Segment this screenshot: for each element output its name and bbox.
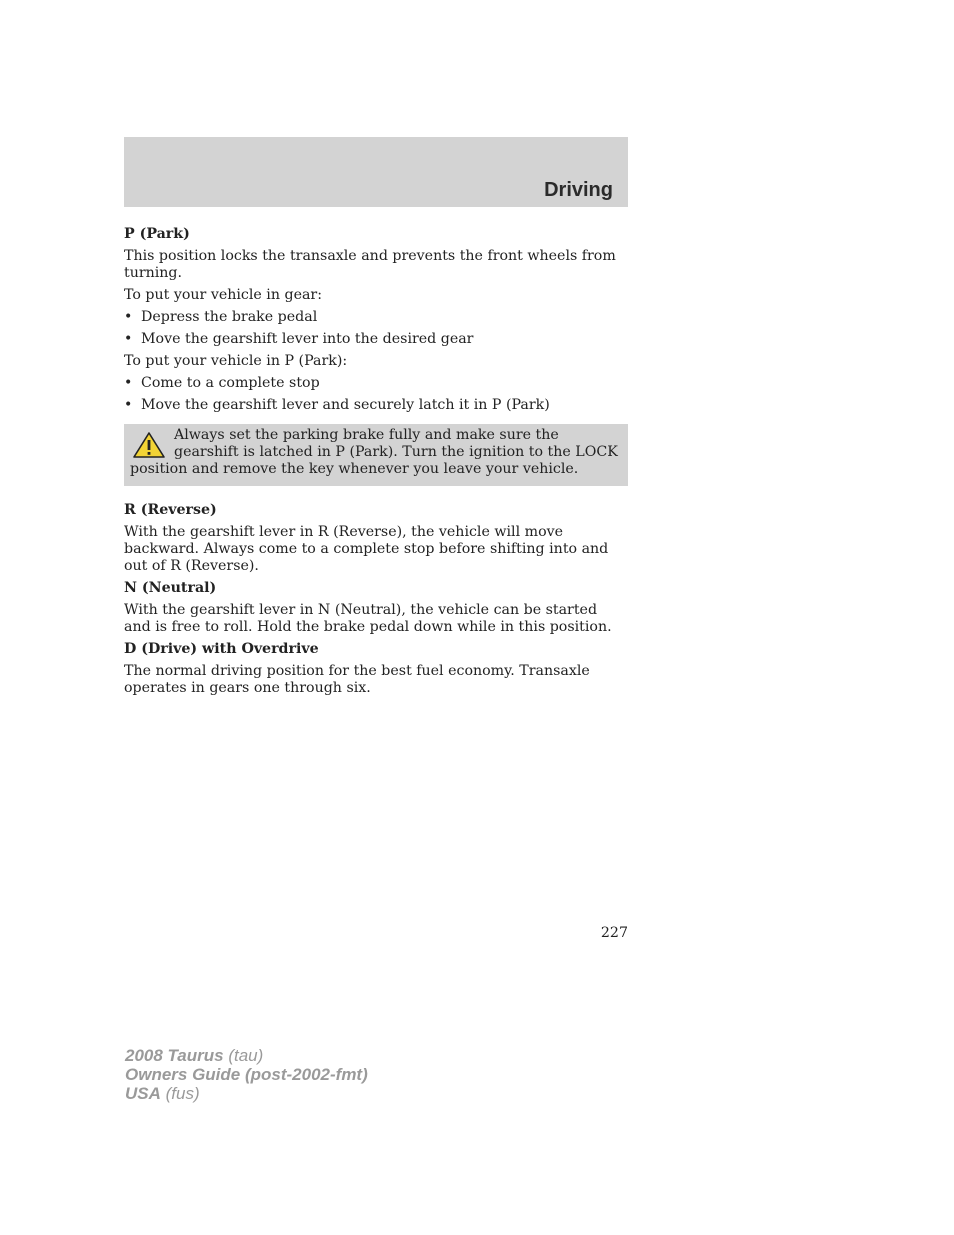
park-heading: P (Park) bbox=[124, 226, 190, 242]
footer-line-2 bbox=[125, 1065, 368, 1084]
footer-market-code: (fus) bbox=[165, 1084, 200, 1103]
page-number: 227 bbox=[600, 925, 628, 941]
footer-model-code: (tau) bbox=[228, 1046, 264, 1065]
bullet-text: Come to a complete stop bbox=[141, 375, 320, 391]
warning-text: Always set the parking brake fully and make sure the gearshift is latched in P (Park). Turn the ignition to the LOCK position and remove the key whenever you leave your vehicle. bbox=[130, 427, 618, 477]
bullet-text: Move the gearshift lever into the desired gear bbox=[141, 331, 474, 347]
bullet-icon: • bbox=[124, 397, 133, 413]
list-item bbox=[124, 397, 628, 414]
bullet-text: Move the gearshift lever and securely latch it in P (Park) bbox=[141, 397, 550, 413]
warning-box bbox=[124, 424, 628, 486]
footer-line-1 bbox=[125, 1046, 368, 1065]
bullet-text: Depress the brake pedal bbox=[141, 309, 318, 325]
list-item bbox=[124, 375, 628, 392]
bullet-icon: • bbox=[124, 309, 133, 325]
warning-triangle-icon bbox=[132, 431, 166, 459]
list-item bbox=[124, 309, 628, 326]
footer-line-3 bbox=[125, 1084, 368, 1103]
drive-text: The normal driving position for the best fuel economy. Transaxle operates in gears one through six. bbox=[124, 663, 590, 696]
footer-model: 2008 Taurus bbox=[125, 1046, 224, 1065]
park-lead: To put your vehicle in P (Park): bbox=[124, 353, 348, 369]
page-content bbox=[124, 226, 628, 697]
park-intro: This position locks the transaxle and prevents the front wheels from turning. bbox=[124, 248, 616, 281]
document-footer bbox=[125, 1046, 368, 1103]
reverse-text: With the gearshift lever in R (Reverse), the vehicle will move backward. Always come to a complete stop before shifting into and out of R (Reverse). bbox=[124, 524, 609, 574]
drive-heading: D (Drive) with Overdrive bbox=[124, 641, 319, 657]
gear-lead: To put your vehicle in gear: bbox=[124, 287, 322, 303]
section-title: Driving bbox=[544, 179, 613, 201]
bullet-icon: • bbox=[124, 375, 133, 391]
reverse-heading: R (Reverse) bbox=[124, 502, 217, 518]
footer-guide: Owners Guide (post-2002-fmt) bbox=[125, 1065, 368, 1084]
neutral-heading: N (Neutral) bbox=[124, 580, 217, 596]
neutral-text: With the gearshift lever in N (Neutral), the vehicle can be started and is free to roll. Hold the brake pedal down while in this position. bbox=[124, 602, 612, 635]
section-header bbox=[124, 137, 628, 207]
list-item bbox=[124, 331, 628, 348]
bullet-icon: • bbox=[124, 331, 133, 347]
footer-market: USA bbox=[125, 1084, 161, 1103]
